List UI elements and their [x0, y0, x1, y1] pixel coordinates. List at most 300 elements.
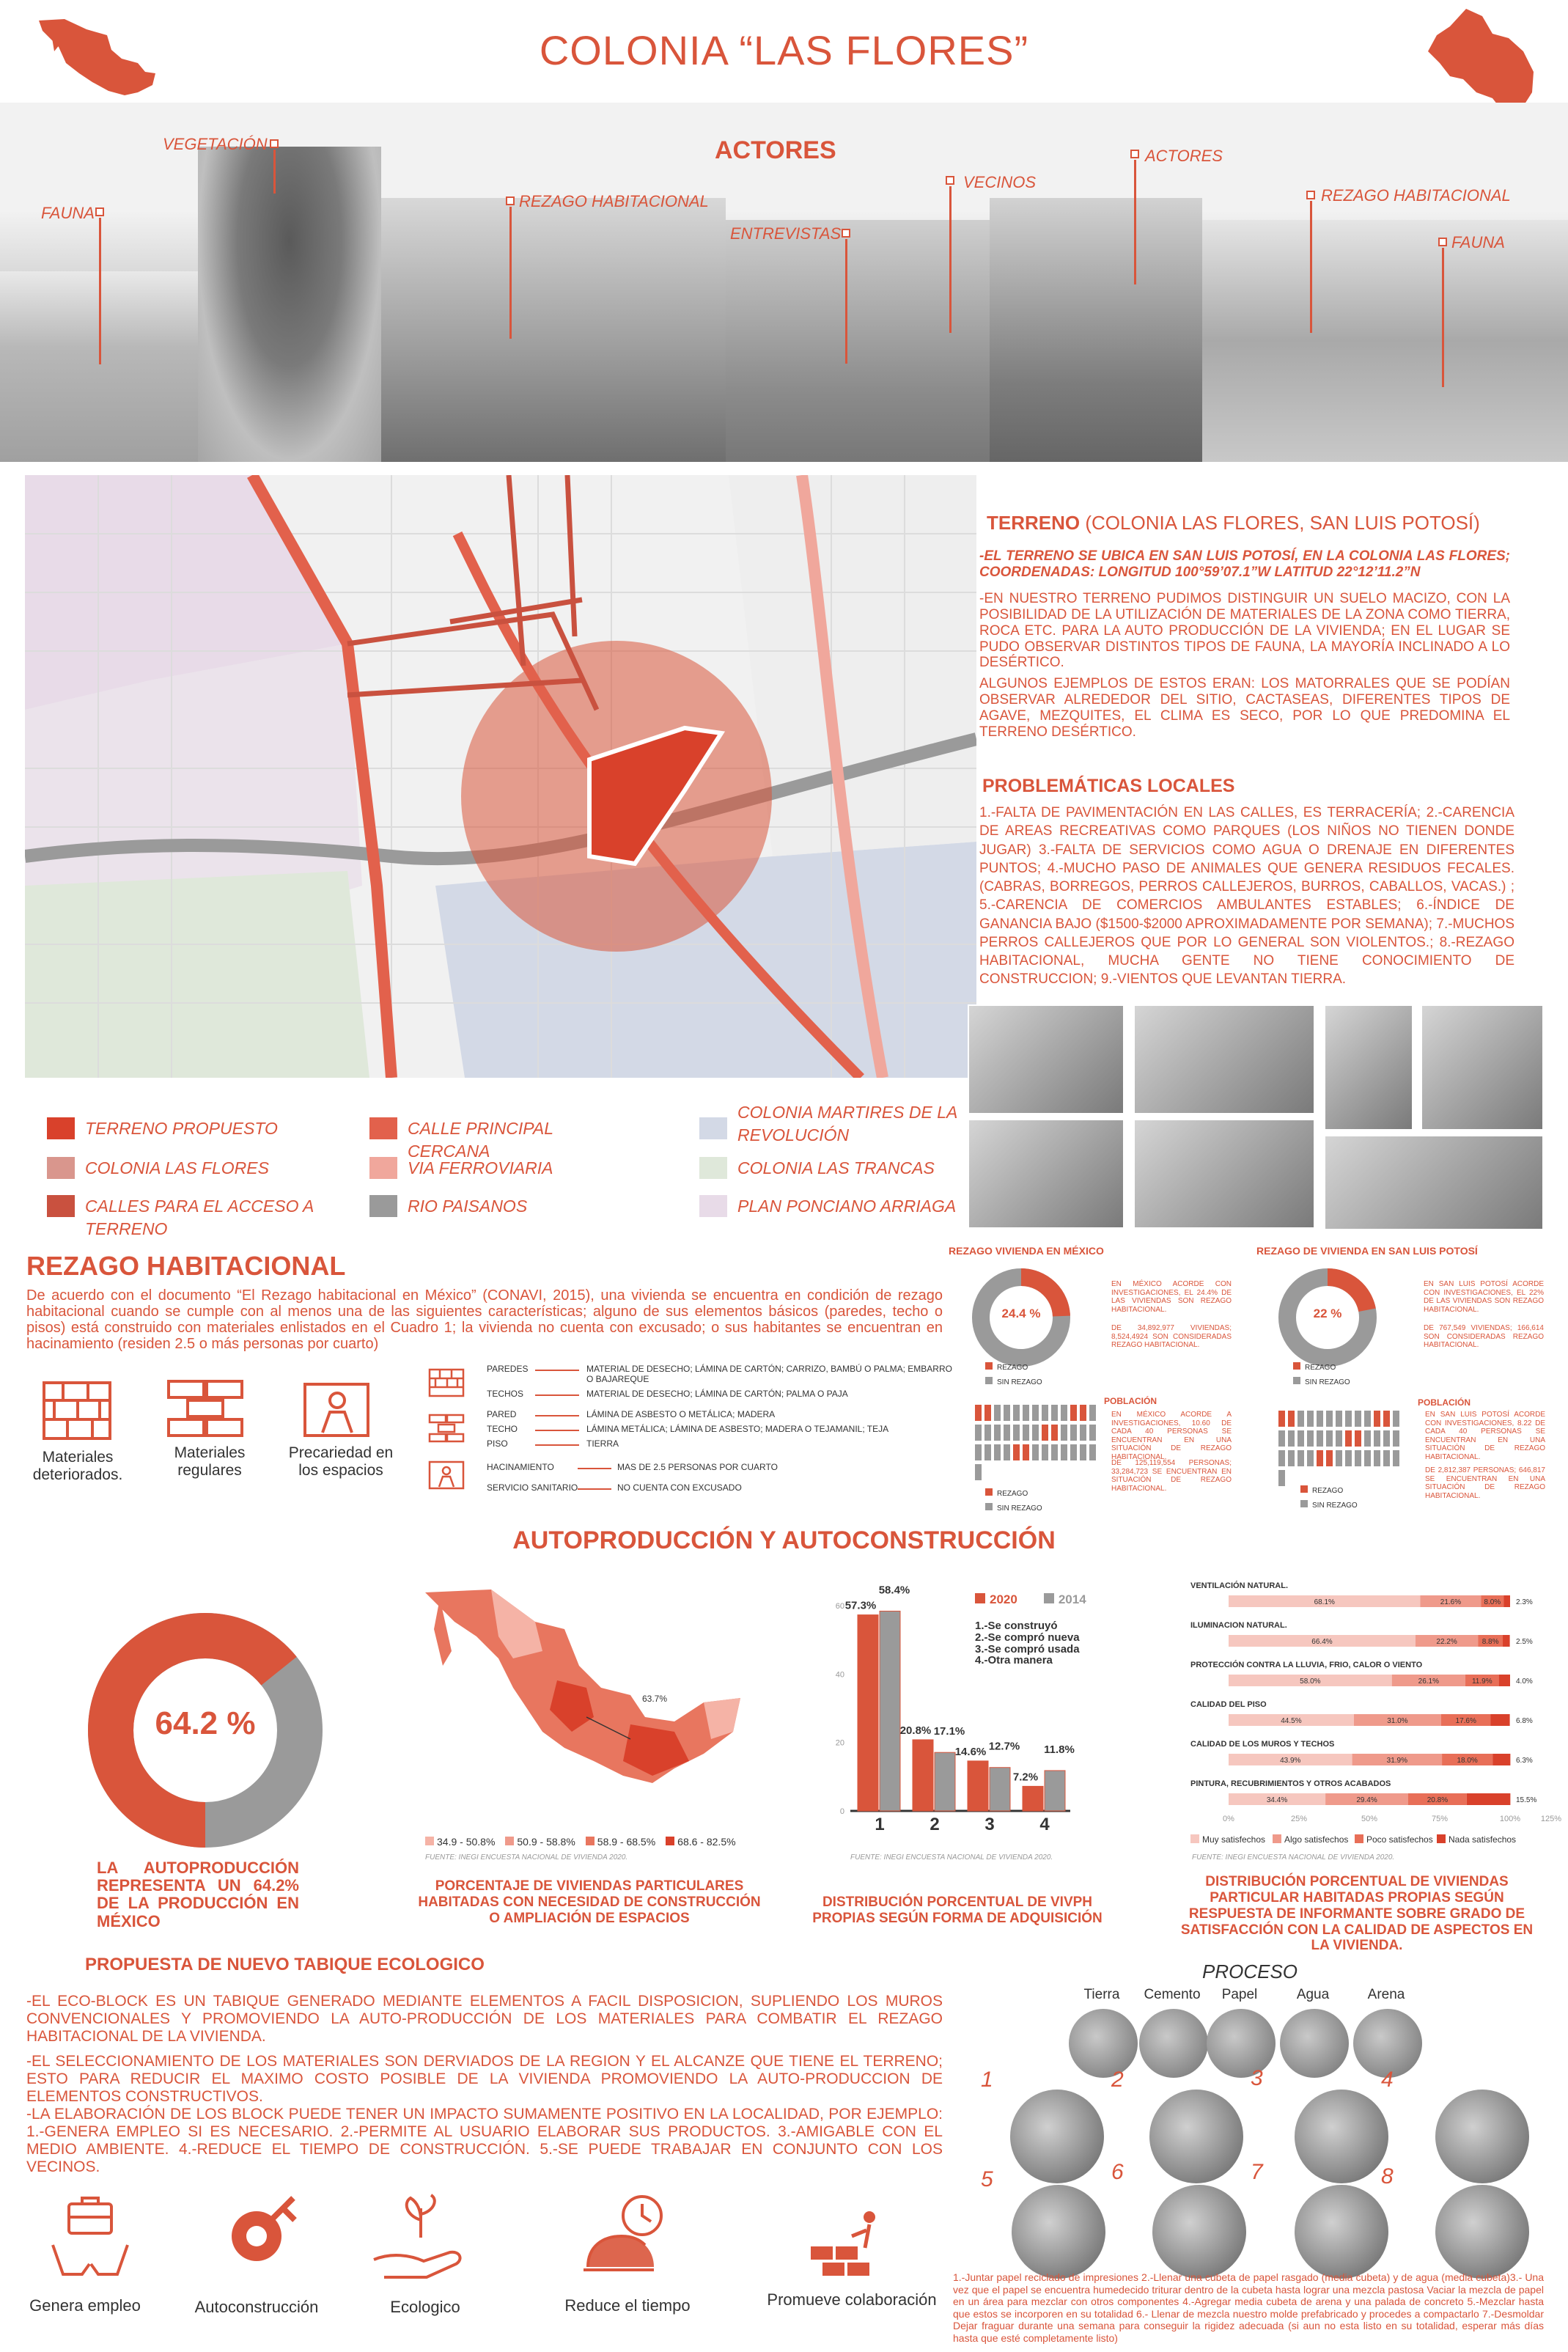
segment-value-label: 34.4% [1266, 1796, 1288, 1804]
legend-swatch [369, 1195, 397, 1217]
map-legend-swatch [666, 1837, 674, 1845]
category-label: 1 [875, 1815, 885, 1834]
stack-segment [1467, 1793, 1511, 1805]
legend-swatch [1293, 1377, 1300, 1384]
material-label: Tierra [1083, 1987, 1120, 2002]
callout-line [509, 207, 512, 339]
series-label: 2014 [1058, 1592, 1086, 1606]
step-photo [1152, 2185, 1246, 2279]
person-icon [1089, 1444, 1096, 1460]
step-number: 3 [1251, 2066, 1263, 2090]
step-photo [1295, 2185, 1388, 2279]
rezago-table-value: MATERIAL DE DESECHO; LÁMINA DE CARTÓN; CARRIZO, BAMBÚ O PALMA; EMBARRO O BAJAREQUE [586, 1364, 952, 1385]
bar [990, 1768, 1010, 1811]
terreno-heading [987, 512, 1480, 534]
callout-line [845, 239, 847, 364]
site-photo [1133, 1119, 1315, 1229]
person-icon [1364, 1411, 1371, 1427]
problematicas-text: 1.-FALTA DE PAVIMENTACIÓN EN LAS CALLES, ES TERRACERÍA; 2.-CARENCIA DE AREAS RECREATIVAS COMO PARQUES (LOS NIÑOS NO TIENEN DONDE JUGAR) 3.-FALTA DE SERVICIOS COMO AGUA O DRENAJE EN DIFERENTES PUNTOS; 4.-MUCHO PASO DE ANIMALES QUE GENERA RESIDUOS FECALES. (CABRAS, BORREGOS, PERROS CALLEJEROS, BURROS, CABALLOS, VACAS.) ; 5.-CARENCIA DE COMERCIOS AMBULANTES ESTABLES; 6.-ÍNDICE DE GANANCIA BAJO ($1500-$2000 APROXIMADAMENTE POR SEMANA); 7.-MUCHOS PERROS CALLEJEROS QUE POR LO GENERAL SON VIOLENTOS.; 8.-REZAGO HABITACIONAL, MUCHA GENTE NO TIENE CONOCIMIENTO DE CONSTRUCCION; 9.-VIENTOS QUE LEVANTAN TIERRA. [979, 805, 1514, 988]
bar-value-label: 57.3% [844, 1599, 877, 1612]
legend-label: RIO PAISANOS [408, 1197, 528, 1216]
map-legend-item [425, 1836, 495, 1848]
map-legend-label: 68.6 - 82.5% [677, 1836, 736, 1848]
legend-label: REZAGO [997, 1490, 1028, 1498]
step-photo [1149, 2090, 1243, 2183]
category-label: 3 [984, 1815, 995, 1834]
callout-vecinos: VECINOS [963, 173, 1037, 191]
person-icon [1004, 1444, 1010, 1460]
bar-legend-item: 2.-Se compró nueva [975, 1631, 1080, 1644]
callout-marker [842, 229, 850, 238]
segment-value-label: 44.5% [1281, 1717, 1302, 1725]
person-icon [1013, 1444, 1020, 1460]
series-label: Poco satisfechos [1366, 1834, 1433, 1845]
rezago-slp-percent: 22 % [1313, 1307, 1342, 1320]
segment-value-label: 43.9% [1280, 1757, 1301, 1765]
benefit-label-colaboracion: Promueve colaboración [767, 2290, 937, 2309]
person-icon [1004, 1405, 1010, 1421]
legend-label: PLAN PONCIANO ARRIAGA [737, 1197, 957, 1216]
autoproduccion-percent: 64.2 % [155, 1705, 256, 1741]
segment-value-label: 2.3% [1516, 1598, 1533, 1606]
legend-swatch [985, 1503, 993, 1510]
rezago-table-key: PARED [487, 1409, 517, 1419]
segment-value-label: 22.2% [1436, 1638, 1457, 1646]
bar-value-label: 7.2% [1012, 1771, 1039, 1784]
clock-helmet-icon [581, 2194, 669, 2283]
person-icon [1364, 1430, 1371, 1447]
legend-label: SIN REZAGO [997, 1378, 1042, 1386]
person-icon [1374, 1450, 1380, 1466]
material-label: Cemento [1144, 1987, 1201, 2002]
rezago-table-value: MAS DE 2.5 PERSONAS POR CUARTO [617, 1462, 778, 1472]
person-icon [1278, 1470, 1285, 1486]
bar-value-label: 58.4% [878, 1584, 910, 1597]
person-icon [975, 1464, 982, 1480]
step-number: 2 [1111, 2068, 1124, 2092]
person-icon [1288, 1430, 1295, 1447]
callout-marker [1438, 238, 1447, 246]
map-legend-label: 34.9 - 50.8% [437, 1836, 496, 1848]
stack-segment [1492, 1754, 1510, 1765]
person-icon [1004, 1425, 1010, 1441]
person-icon [1307, 1430, 1314, 1447]
material-photo [1280, 2009, 1349, 2078]
site-photo [1324, 1004, 1413, 1131]
series-label: 2020 [990, 1592, 1017, 1606]
rezago-mexico-text2: DE 34,892,977 VIVIENDAS; 8,524,4924 SON CONSIDERADAS REZAGO HABITACIONAL. [1111, 1324, 1232, 1349]
segment-value-label: 17.6% [1455, 1717, 1476, 1725]
step-photo [1435, 2090, 1529, 2183]
rezago-slp-title: REZAGO DE VIVIENDA EN SAN LUIS POTOSÍ [1256, 1245, 1478, 1257]
rezago-text: De acuerdo con el documento “El Rezago habitacional en México” (CONAVI, 2015), una vivienda se encuentra en condición de rezago habitacional cuando se cumple con al menos una de las siguientes características; alguno de sus elementos básicos (paredes, techo o pisos) está construido con materiales enlistados en el Cuadro 1; la vivienda no cuenta con excusado; o sus habitantes se encuentran en hacinamiento (residen 2.5 o más personas por cuarto) [26, 1287, 943, 1352]
person-icon [975, 1425, 982, 1441]
bar-legend-item: 1.-Se construyó [975, 1620, 1058, 1632]
legend-swatch [369, 1117, 397, 1139]
callout-marker [270, 139, 279, 148]
category-label: VENTILACIÓN NATURAL. [1190, 1581, 1289, 1590]
category-label: PROTECCIÓN CONTRA LA LLUVIA, FRIO, CALOR O VIENTO [1190, 1661, 1423, 1669]
callout-marker [946, 176, 954, 185]
step-number: 8 [1381, 2164, 1394, 2189]
segment-value-label: 18.0% [1457, 1757, 1478, 1765]
benefit-label-ecologico: Ecologico [390, 2298, 460, 2316]
person-icon [1326, 1430, 1333, 1447]
y-tick-label: 20 [835, 1738, 844, 1748]
rezago-table-key: PISO [487, 1438, 508, 1449]
propuesta-p1: -EL ECO-BLOCK ES UN TABIQUE GENERADO MEDIANTE ELEMENTOS A FACIL DISPOSICION, SUPLIENDO LOS MUROS CONVENCIONALES Y PROMOVIENDO LA AUTO-PRODUCCIÓN DE LOS MATERIALES PARA COMBATIR EL REZAGO HABITACIONAL DE LA VIVIENDA. [26, 1993, 943, 2046]
population-pictogram-slp [1278, 1411, 1410, 1490]
briefcase-hands-icon [48, 2194, 132, 2283]
legend-swatch [699, 1195, 727, 1217]
person-icon [1307, 1450, 1314, 1466]
person-icon [1061, 1425, 1067, 1441]
problematicas-title: PROBLEMÁTICAS LOCALES [982, 776, 1235, 796]
person-icon [1032, 1425, 1039, 1441]
rezago-slp-pob2: DE 2,812,387 PERSONAS; 646,817 SE ENCUENTRAN EN UNA SITUACIÓN DE REZAGO HABITACIONAL. [1425, 1466, 1545, 1500]
legend-swatch [985, 1377, 993, 1384]
person-icon [1051, 1444, 1058, 1460]
step-number: 1 [981, 2068, 993, 2092]
person-icon [1364, 1450, 1371, 1466]
series-label: Muy satisfechos [1202, 1834, 1266, 1845]
callout-line [1310, 201, 1312, 333]
person-icon [984, 1405, 991, 1421]
site-photo [1133, 1004, 1315, 1114]
material-label: Papel [1221, 1987, 1258, 2002]
segment-value-label: 8.0% [1484, 1598, 1501, 1606]
map-legend-label: 50.9 - 58.8% [517, 1836, 575, 1848]
bar-legend-item: 4.-Otra manera [975, 1654, 1053, 1667]
step-number: 5 [981, 2167, 993, 2191]
series-label: Algo satisfechos [1284, 1834, 1349, 1845]
person-icon [1317, 1430, 1323, 1447]
bar-value-label: 17.1% [933, 1725, 965, 1738]
callout-fauna-right: FAUNA [1451, 233, 1505, 251]
person-icon [994, 1444, 1001, 1460]
bar [935, 1752, 955, 1811]
person-icon [984, 1425, 991, 1441]
person-icon [1080, 1405, 1086, 1421]
rezago-table-value: MATERIAL DE DESECHO; LÁMINA DE CARTÓN; PALMA O PAJA [586, 1389, 848, 1399]
person-icon [1345, 1430, 1352, 1447]
person-icon [1374, 1430, 1380, 1447]
person-icon [1042, 1405, 1048, 1421]
person-icon [1298, 1411, 1304, 1427]
stack-segment [1503, 1635, 1510, 1647]
rezago-mexico-percent: 24.4 % [1001, 1307, 1041, 1320]
segment-value-label: 4.0% [1516, 1677, 1533, 1686]
legend-swatch [47, 1157, 75, 1179]
material-photo [1139, 2009, 1208, 2078]
worker-small-icon [428, 1460, 465, 1490]
person-icon [1278, 1450, 1285, 1466]
segment-value-label: 6.8% [1516, 1717, 1533, 1725]
callout-marker [1130, 150, 1139, 158]
legend-label: COLONIA MARTIRES DE LA REVOLUCIÓN [737, 1103, 957, 1145]
autoproduccion-caption: LA AUTOPRODUCCIÓN REPRESENTA UN 64.2% DE LA PRODUCCIÓN EN MÉXICO [97, 1859, 299, 1930]
person-icon [1288, 1411, 1295, 1427]
x-tick-label: 50% [1361, 1815, 1378, 1823]
rezago-table-key: TECHOS [487, 1389, 524, 1399]
x-tick-label: 75% [1431, 1815, 1449, 1823]
segment-value-label: 8.8% [1481, 1638, 1499, 1646]
rezago-table-value: LÁMINA DE ASBESTO O METÁLICA; MADERA [586, 1409, 776, 1419]
rezago-slp-text2: DE 767,549 VIVIENDAS; 166,614 SON CONSIDERADAS REZAGO HABITACIONAL. [1424, 1324, 1544, 1349]
callout-vegetacion: VEGETACIÓN [163, 135, 268, 153]
callout-marker [506, 196, 515, 205]
x-tick-label: 0% [1223, 1815, 1234, 1823]
callout-line [99, 218, 101, 364]
rezago-slp-pob-legend [1300, 1485, 1358, 1510]
person-icon [1042, 1444, 1048, 1460]
photo-houses [381, 198, 726, 462]
segment-value-label: 66.4% [1311, 1638, 1333, 1646]
population-pictogram-mexico [975, 1405, 1107, 1484]
x-tick-label: 100% [1499, 1815, 1521, 1823]
y-tick-label: 40 [835, 1670, 844, 1680]
legend-label: VIA FERROVIARIA [408, 1158, 553, 1177]
auto-title: AUTOPRODUCCIÓN Y AUTOCONSTRUCCIÓN [512, 1526, 1056, 1554]
legend-swatch [699, 1117, 727, 1139]
bar [880, 1611, 900, 1811]
bar-value-label: 11.8% [1044, 1743, 1075, 1756]
person-icon [975, 1444, 982, 1460]
person-icon [1383, 1450, 1390, 1466]
bar [913, 1740, 933, 1811]
map-legend-swatch [505, 1837, 514, 1845]
person-icon [1374, 1411, 1380, 1427]
rezago-mexico-text1: EN MÉXICO ACORDE CON INVESTIGACIONES, EL 24.4% DE LAS VIVIENDAS SON REZAGO HABITACIONAL. [1111, 1280, 1232, 1314]
step-number: 6 [1111, 2160, 1124, 2184]
category-label: 4 [1039, 1815, 1050, 1834]
rezago-title: REZAGO HABITACIONAL [26, 1251, 346, 1281]
legend-swatch [1300, 1485, 1308, 1493]
propuesta-p3: -LA ELABORACIÓN DE LOS BLOCK PUEDE TENER UN IMPACTO SUMAMENTE POSITIVO EN LA LOCALIDAD, POR EJEMPLO: 1.-GENERA EMPLEO SI ES NECESARIO. 2.-PERMITE AL USUARIO ELABORAR SUS PRODUCTOS. 3.-AMIGABLE CON EL MEDIO AMBIENTE. 4.-REDUCE EL TIEMPO DE CONSTRUCCIÓN. 5.-SE PUEDE TRABAJAR EN CONJUNTO CON LOS VECINOS. [26, 2106, 943, 2176]
person-icon [1336, 1430, 1342, 1447]
mexico-choropleth-map [411, 1578, 748, 1798]
rezago-mexico-pob2: DE 125,119,554 PERSONAS; 33,284,723 SE ENCUENTRAN EN SITUACIÓN DE REZAGO HABITACIONAL. [1111, 1459, 1232, 1493]
site-photo [968, 1004, 1125, 1114]
legend-swatch [1293, 1362, 1300, 1370]
person-icon [1383, 1430, 1390, 1447]
bricks-small-icon [428, 1414, 465, 1443]
actors-title: ACTORES [715, 136, 836, 164]
segment-value-label: 11.9% [1471, 1677, 1492, 1686]
person-icon [1023, 1405, 1029, 1421]
callout-marker [95, 207, 104, 216]
legend-label: REZAGO [997, 1364, 1028, 1372]
bricks-icon [166, 1378, 245, 1440]
person-icon [984, 1444, 991, 1460]
site-photo [968, 1119, 1125, 1229]
callout-line [1442, 248, 1444, 387]
bar-chart-legend [975, 1592, 1113, 1666]
series-swatch [1437, 1834, 1446, 1843]
map-legend-label: 58.9 - 68.5% [597, 1836, 656, 1848]
person-icon [994, 1425, 1001, 1441]
person-icon [1070, 1405, 1077, 1421]
map-choropleth-legend [425, 1836, 746, 1848]
person-icon [1383, 1411, 1390, 1427]
y-tick-label: 60 [835, 1602, 844, 1611]
stack-caption: DISTRIBUCIÓN PORCENTUAL DE VIVIENDAS PARTICULAR HABITADAS PROPIAS SEGÚN RESPUESTA DE INFORMANTE SOBRE GRADO DE SATISFACCIÓN CON LA CALIDAD DE ASPECTOS EN LA VIVIENDA. [1180, 1874, 1534, 1954]
category-label: 2 [930, 1815, 940, 1834]
series-swatch [975, 1593, 985, 1603]
rezago-mexico-pob1: EN MÉXICO ACORDE A INVESTIGACIONES, 10.60 DE CADA 40 PERSONAS SE ENCUENTRAN EN UNA SITUACIÓN DE REZAGO HABITACIONAL. [1111, 1411, 1232, 1461]
series-label: Nada satisfechos [1449, 1834, 1517, 1845]
person-icon [1355, 1450, 1361, 1466]
rezago-table-value: LÁMINA METÁLICA; LÁMINA DE ASBESTO; MADERA O TEJAMANIL; TEJA [586, 1424, 889, 1434]
person-icon [1089, 1425, 1096, 1441]
step-photo [1012, 2185, 1105, 2279]
rezago-table-connector [535, 1430, 579, 1431]
legend-swatch [985, 1488, 993, 1496]
segment-value-label: 68.1% [1314, 1598, 1335, 1606]
person-icon [1317, 1411, 1323, 1427]
map-legend-item [505, 1836, 575, 1848]
callout-actores: ACTORES [1145, 147, 1223, 165]
segment-value-label: 20.8% [1427, 1796, 1449, 1804]
person-icon [1061, 1405, 1067, 1421]
person-icon [1393, 1430, 1399, 1447]
callout-line [949, 186, 952, 333]
category-label: PINTURA, RECUBRIMIENTOS Y OTROS ACABADOS [1190, 1779, 1391, 1788]
wrench-gear-icon [213, 2194, 301, 2282]
segment-value-label: 26.1% [1418, 1677, 1440, 1686]
person-icon [1051, 1425, 1058, 1441]
legend-label: REZAGO [1305, 1364, 1336, 1372]
category-label: CALIDAD DEL PISO [1190, 1700, 1267, 1709]
rezago-mexico-title: REZAGO VIVIENDA EN MÉXICO [949, 1245, 1104, 1257]
benefit-label-tiempo: Reduce el tiempo [564, 2296, 691, 2315]
segment-value-label: 21.6% [1440, 1598, 1462, 1606]
callout-rezago-right: REZAGO HABITACIONAL [1321, 186, 1511, 205]
person-icon [1080, 1425, 1086, 1441]
site-photo [1324, 1135, 1544, 1230]
rezago-table-connector [578, 1488, 611, 1490]
site-photo [1421, 1004, 1544, 1131]
person-icon [1326, 1411, 1333, 1427]
legend-label: SIN REZAGO [997, 1504, 1042, 1513]
material-photo [1069, 2009, 1138, 2078]
person-icon [1288, 1450, 1295, 1466]
legend-label: COLONIA LAS FLORES [85, 1158, 269, 1177]
callout-line [1134, 160, 1136, 284]
person-icon [1317, 1450, 1323, 1466]
person-icon [994, 1405, 1001, 1421]
proceso-text: 1.-Juntar papel reciclado de impresiones 2.-Llenar una cubeta de papel rasgado (media cubeta) y de agua (media cubeta)3.- Una vez que el papel se encuentra humedecido triturar dentro de la cubeta hasta lograr una mezcla pastosa Vaciar la mezcla de papel en un área para mezclar con otros componentes 4.-Agregar media cubeta de arena y una palada de concreto 5.-Mezclar hasta que estos se incorporen en su totalidad 6.- Llenar de mezcla nuestro molde prefabricado y procedes a compactarlo 7.-Desmoldar Dejar fraguar durante una semana para conseguir la rigidez adecuada (si aun no esta listo en su totalidad, esperar más días hasta que esté completamente listo) [953, 2271, 1544, 2344]
map-source: FUENTE: INEGI ENCUESTA NACIONAL DE VIVIENDA 2020. [425, 1853, 628, 1862]
legend-swatch [369, 1157, 397, 1179]
map-value-label: 63.7% [642, 1694, 668, 1704]
proceso-title: PROCESO [1202, 1960, 1298, 1982]
rezago-table-connector [535, 1444, 579, 1446]
legend-swatch [47, 1195, 75, 1217]
rezago-table-key: HACINAMIENTO [487, 1462, 554, 1472]
person-icon [1336, 1411, 1342, 1427]
person-icon [1089, 1405, 1096, 1421]
callout-entrevistas: ENTREVISTAS [730, 224, 842, 243]
map-caption: PORCENTAJE DE VIVIENDAS PARTICULARES HABITADAS CON NECESIDAD DE CONSTRUCCIÓN O AMPLIACIÓN DE ESPACIOS [418, 1878, 761, 1926]
terreno-title: TERRENO [987, 512, 1081, 534]
site-map [25, 475, 976, 1078]
step-photo [1295, 2090, 1388, 2183]
person-icon [1307, 1411, 1314, 1427]
propuesta-title: PROPUESTA DE NUEVO TABIQUE ECOLOGICO [85, 1955, 485, 1974]
map-legend-swatch [425, 1837, 434, 1845]
legend-label: CALLES PARA EL ACCESO A TERRENO [85, 1197, 314, 1239]
rezago-table-value: TIERRA [586, 1438, 619, 1449]
person-icon [1042, 1425, 1048, 1441]
person-icon [1298, 1430, 1304, 1447]
callout-marker [1306, 191, 1315, 199]
wall-small-icon [428, 1368, 465, 1397]
deteriorated-wall-icon [41, 1378, 114, 1444]
icon-label-materiales-deteriorados: Materiales deteriorados. [32, 1449, 123, 1483]
person-icon [1278, 1411, 1285, 1427]
person-icon [1051, 1405, 1058, 1421]
photo-tree [198, 147, 381, 462]
person-icon [1393, 1411, 1399, 1427]
person-icon [1013, 1425, 1020, 1441]
segment-value-label: 29.4% [1356, 1796, 1377, 1804]
person-icon [1336, 1450, 1342, 1466]
legend-label: TERRENO PROPUESTO [85, 1119, 278, 1138]
x-tick-label: 25% [1290, 1815, 1308, 1823]
material-label: Agua [1296, 1987, 1330, 2002]
rezago-table-connector [535, 1415, 579, 1416]
bar-legend-item: 3.-Se compró usada [975, 1642, 1080, 1655]
person-icon [1355, 1411, 1361, 1427]
bar-value-label: 12.7% [988, 1740, 1020, 1753]
terreno-examples: ALGUNOS EJEMPLOS DE ESTOS ERAN: LOS MATORRALES QUE SE PODÍAN OBSERVAR ALREDEDOR DEL SITIO, CACTASEAS, DIFERENTES TIPOS DE AGAVE, MEZQUITES, EL CLIMA ES SECO, POR LO QUE PREDOMINA EL TERRENO DESÉRTICO. [979, 676, 1510, 740]
person-icon [975, 1405, 982, 1421]
segment-value-label: 31.0% [1387, 1717, 1408, 1725]
person-icon [1393, 1450, 1399, 1466]
person-icon [1345, 1411, 1352, 1427]
bar-source: FUENTE: INEGI ENCUESTA NACIONAL DE VIVIENDA 2020. [850, 1853, 1053, 1862]
rezago-mexico-pob-title: POBLACIÓN [1104, 1396, 1157, 1406]
rezago-table-key: PAREDES [487, 1364, 529, 1374]
rezago-table-connector [535, 1370, 579, 1371]
photo-neighbors [990, 198, 1202, 462]
benefit-label-empleo: Genera empleo [29, 2296, 141, 2315]
rezago-mexico-legend [985, 1362, 1042, 1386]
step-photo [1010, 2090, 1104, 2183]
bar-caption: DISTRIBUCIÓN PORCENTUAL DE VIVPH PROPIAS SEGÚN FORMA DE ADQUISICIÓN [812, 1895, 1103, 1926]
map-legend-swatch [586, 1837, 595, 1845]
segment-value-label: 31.9% [1386, 1757, 1408, 1765]
person-icon [1013, 1405, 1020, 1421]
material-photo [1207, 2009, 1276, 2078]
icon-label-precariedad: Precariedad en los espacios [288, 1444, 394, 1479]
legend-swatch [985, 1362, 993, 1370]
stack-source: FUENTE: INEGI ENCUESTA NACIONAL DE VIVIENDA 2020. [1192, 1853, 1395, 1862]
person-icon [1298, 1450, 1304, 1466]
person-icon [1355, 1430, 1361, 1447]
terreno-coordinates: -EL TERRENO SE UBICA EN SAN LUIS POTOSÍ, EN LA COLONIA LAS FLORES; COORDENADAS: LONGITUD 100°59’07.1”W LATITUD 22°12’11.2”N [979, 548, 1510, 580]
series-swatch [1273, 1834, 1281, 1843]
x-tick-label: 125% [1540, 1815, 1561, 1823]
bar-value-label: 20.8% [899, 1724, 932, 1737]
callout-rezago-left: REZAGO HABITACIONAL [519, 192, 709, 210]
legend-label: SIN REZAGO [1312, 1501, 1358, 1510]
legend-swatch [699, 1157, 727, 1179]
legend-label: COLONIA LAS TRANCAS [737, 1158, 935, 1177]
segment-value-label: 2.5% [1516, 1638, 1533, 1646]
stack-segment [1491, 1714, 1510, 1726]
